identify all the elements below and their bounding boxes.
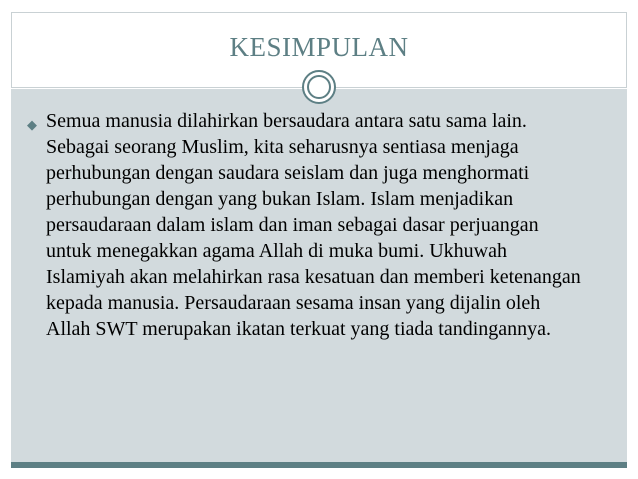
diamond-bullet-icon: ◆ [27,117,37,132]
bullet-text: Semua manusia dilahirkan bersaudara antara satu sama lain. Sebagai seorang Muslim, kita seharusnya sentiasa menjaga perhubungan dengan saudara seislam dan juga menghormati perhubungan dengan yang bukan Islam. Islam menjadikan persaudaraan dalam islam dan iman sebagai dasar perjuangan untuk menegakkan agama Allah di muka bumi. Ukhuwah Islamiyah akan melahirkan rasa kesatuan dan memberi ketenangan kepada manusia. Persaudaraan sesama insan yang dijalin oleh Allah SWT merupakan ikatan terkuat yang tiada tandingannya. [46,110,581,340]
footer-band [11,462,627,468]
ornament-inner-ring [307,75,331,99]
double-circle-ornament-icon [302,70,336,104]
slide-title: KESIMPULAN [229,32,409,62]
